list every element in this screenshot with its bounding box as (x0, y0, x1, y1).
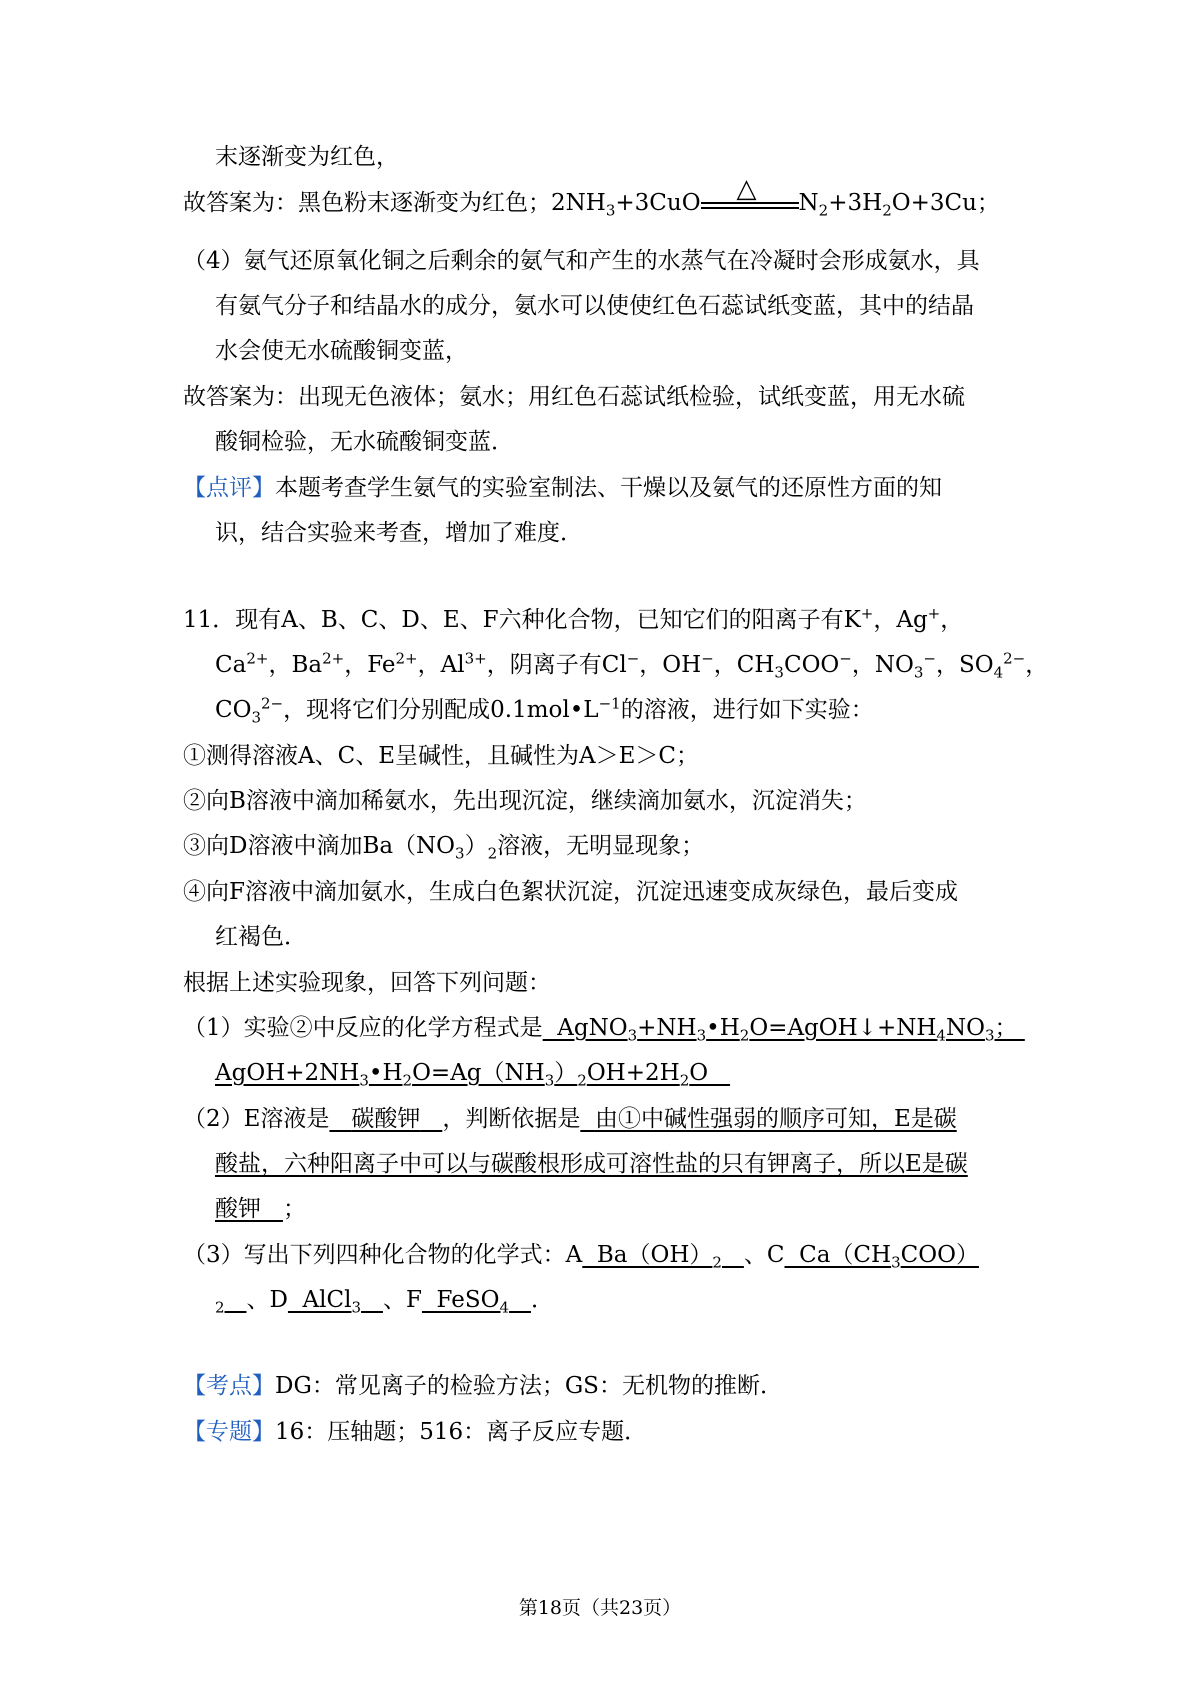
answer-blank: $AgOH+2NH_3•H_2O=Ag(NH_3)_2OH+2H_2O$ (215, 1060, 731, 1090)
answer-blank: 由①中碱性强弱的顺序可知，E是碳 (594, 1106, 957, 1132)
answer-blank: FeSO$_4$ (421, 1287, 510, 1317)
paragraph: 故答案为：出现无色液体；氨水；用红色石蕊试纸检验，试纸变蓝，用无水硫 (183, 384, 965, 410)
paragraph: 有氨气分子和结晶水的成分，氨水可以使使红色石蕊试纸变蓝，其中的结晶 (215, 293, 974, 319)
heat-symbol: △ (701, 188, 799, 218)
question-11: 11．现有A、B、C、D、E、F六种化合物，已知它们的阳离子有K+，Ag+， (183, 604, 964, 633)
topic: 【专题】16：压轴题；516：离子反应专题． (183, 1419, 648, 1445)
paragraph: 水会使无水硫酸铜变蓝， (215, 338, 468, 364)
answer-blank: 2 (215, 1298, 225, 1317)
question-prompt: 根据上述实验现象，回答下列问题： (183, 970, 551, 996)
review: 【点评】本题考查学生氨气的实验室制法、干燥以及氨气的还原性方面的知 (183, 475, 942, 501)
question-11: $CO_3^{2-}$，现将它们分别配成$0.1mol•L^{-1}$的溶液，进行如下实验： (215, 694, 874, 727)
step-1: ①测得溶液A、C、E呈碱性，且碱性为A＞E＞C； (183, 743, 699, 769)
answer-blank: 碳酸钾 (351, 1106, 421, 1132)
answer-1 (215, 1058, 730, 1088)
step-4: ④向F溶液中滴加氨水，生成白色絮状沉淀，沉淀迅速变成灰绿色，最后变成 (183, 879, 958, 905)
step-4: 红褐色． (215, 924, 307, 950)
answer-blank: 酸钾 (215, 1196, 261, 1222)
review: 识，结合实验来考查，增加了难度． (215, 520, 583, 546)
answer-blank: $Ca(CH_3COO)$ (784, 1242, 979, 1272)
answer-2: （2）E溶液是 碳酸钾 ，判断依据是 由①中碱性强弱的顺序可知，E是碳 (183, 1106, 957, 1132)
question-11: $Ca^{2+}$，$Ba^{2+}$，$Fe^{2+}$，$Al^{3+}$，阴离子有Cl−，OH−，$CH_3COO^-$，$NO_3^-$，$SO_4^{2-}$， (215, 649, 1049, 682)
step-2: ②向B溶液中滴加稀氨水，先出现沉淀，继续滴加氨水，沉淀消失； (183, 788, 867, 814)
paragraph: （4）氨气还原氧化铜之后剩余的氨气和产生的水蒸气在冷凝时会形成氨水，具 (183, 248, 980, 274)
paragraph: 末逐渐变为红色， (215, 144, 399, 170)
answer-1: （1）实验②中反应的化学方程式是 $AgNO_3+NH_3•H_2O=AgOH↓+NH_4NO_3$； (183, 1015, 1025, 1045)
paragraph: 酸铜检验，无水硫酸铜变蓝． (215, 429, 514, 455)
step-3: ③向D溶液中滴加$Ba(NO_3)_2$溶液，无明显现象； (183, 833, 705, 863)
answer-3: （3）写出下列四种化合物的化学式：A $Ba(OH)_2$ 、C $Ca(CH_3COO)$ (183, 1242, 979, 1272)
answer-blank: $Ba(OH)_2$ (582, 1242, 722, 1272)
key-points: 【考点】DG：常见离子的检验方法；GS：无机物的推断． (183, 1373, 783, 1399)
answer-blank: $AgNO_3+NH_3•H_2O=AgOH↓+NH_4NO_3$； (542, 1015, 1025, 1045)
answer-3: $_2$ 、D AlCl$_3$ 、F FeSO$_4$ ． (215, 1287, 554, 1317)
answer-equation: 故答案为：黑色粉末逐渐变为红色；$2NH_3+3CuO$ △ $N_2+3H_2O+3Cu$； (183, 174, 1000, 220)
page-footer: 第18页（共23页） (518, 1597, 682, 1619)
answer-blank: AlCl$_3$ (287, 1287, 362, 1317)
answer-2: 酸盐，六种阳离子中可以与碳酸根形成可溶性盐的只有钾离子，所以E是碳 (215, 1151, 968, 1177)
answer-2: 酸钾 ； (215, 1196, 306, 1222)
